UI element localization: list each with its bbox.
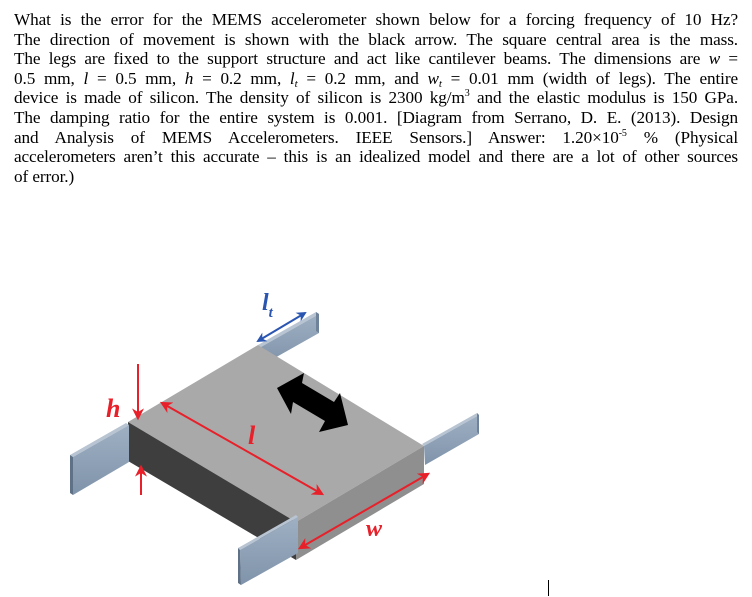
question-line-6: The damping ratio for the entire system is 0.001. [Diagram from Serrano, D. E. (2013). Design <box>14 107 738 127</box>
question-line-2: The direction of movement is shown with the black arrow. The square central area is the mass. <box>14 29 738 49</box>
var-wt: w <box>427 68 439 88</box>
label-h: h <box>106 394 121 423</box>
question-line-3 <box>14 49 738 69</box>
var-w: w <box>708 49 721 69</box>
question-line-9: of error.) <box>14 166 75 186</box>
question-line-7 <box>14 128 738 148</box>
leg-right <box>422 413 479 465</box>
question-line-5 <box>14 88 738 108</box>
text-fragment: and Analysis of MEMS Accelerometers. IEEE Sensors.] Answer: 1.20×10 <box>14 127 619 147</box>
text-fragment: = <box>720 49 738 69</box>
mems-accelerometer-diagram <box>0 260 752 597</box>
label-lt <box>262 290 274 321</box>
text-cursor <box>548 580 549 596</box>
var-lt: l <box>289 68 295 88</box>
var-lt-subscript: t <box>294 77 298 90</box>
label-lt-subscript: t <box>268 305 273 321</box>
text-fragment: 0.5 mm, <box>14 68 84 88</box>
superscript-3: 3 <box>464 88 470 100</box>
superscript-exponent: -5 <box>618 127 627 139</box>
var-h: h <box>184 68 194 88</box>
text-fragment: = 0.2 mm, <box>193 68 290 88</box>
leg-left <box>70 423 129 495</box>
question-line-1: What is the error for the MEMS accelerometer shown below for a forcing frequency of 10 Hz? <box>14 10 738 29</box>
var-wt-subscript: t <box>438 77 442 90</box>
question-line-8: accelerometers aren’t this accurate – this is an idealized model and there are a lot of other sources <box>14 147 738 167</box>
text-fragment: = 0.2 mm, and <box>297 68 428 88</box>
text-fragment: % (Physical <box>626 127 738 147</box>
question-line-4 <box>14 69 738 89</box>
text-fragment: and the elastic modulus is 150 GPa. <box>469 88 739 108</box>
label-w: w <box>366 516 383 542</box>
question-text <box>14 10 738 186</box>
text-fragment: device is made of silicon. The density of silicon is 2300 kg/m <box>14 88 465 108</box>
text-fragment: The legs are fixed to the support structure and act like cantilever beams. The dimensions are <box>14 49 709 69</box>
text-fragment: = 0.5 mm, <box>88 68 185 88</box>
text-fragment: = 0.01 mm (width of legs). The entire <box>441 68 738 88</box>
var-l: l <box>83 68 89 88</box>
label-lt-main: l <box>262 290 269 316</box>
label-l: l <box>248 421 256 450</box>
